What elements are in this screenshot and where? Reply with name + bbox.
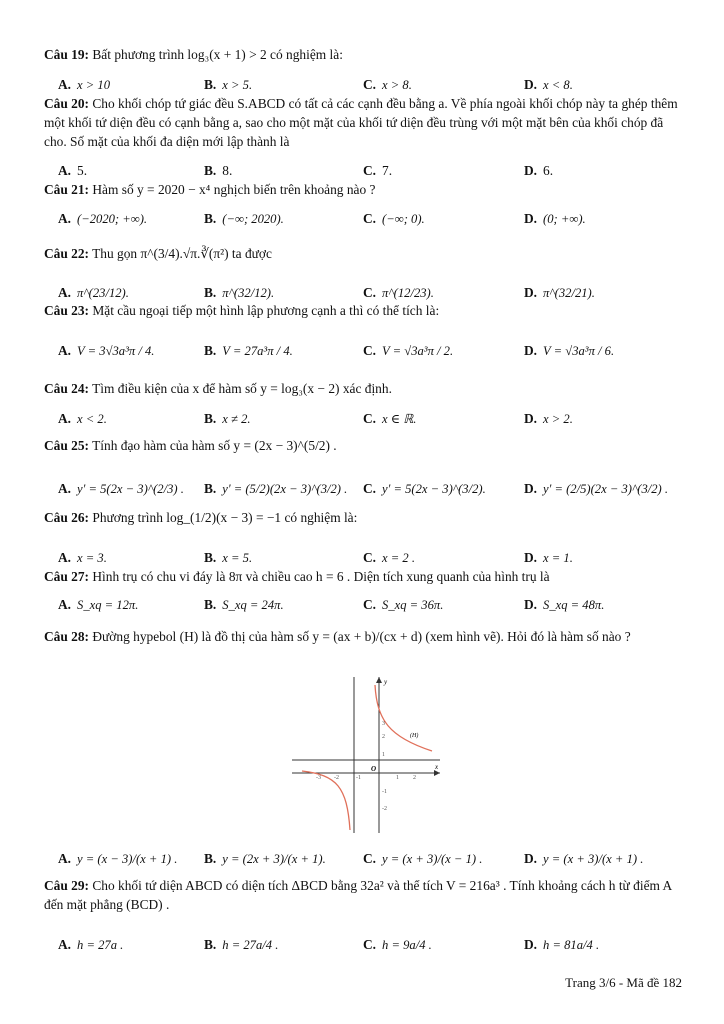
y-axis-arrow: [376, 677, 382, 683]
question-text: Hình trụ có chu vi đáy là 8π và chiều cao h = 6 . Diện tích xung quanh của hình trụ là: [92, 569, 550, 584]
question-21: [44, 180, 684, 199]
option-d[interactable]: D. x = 1.: [524, 550, 573, 565]
question-text: Cho khối tứ diện ABCD có diện tích ΔBCD bằng 32a² và thể tích V = 216a³ . Tính khoảng cách h từ điểm A đến mặt phẳng (BCD) .: [44, 878, 672, 912]
question-number: Câu 27:: [44, 569, 90, 584]
options-28: [58, 847, 688, 871]
x-tick-1: 1: [396, 775, 399, 781]
question-27: [44, 567, 684, 586]
options-21: [58, 207, 688, 231]
option-d[interactable]: D. S_xq = 48π.: [524, 597, 605, 612]
option-b[interactable]: B. V = 27a³π / 4.: [204, 343, 293, 358]
question-number: Câu 24:: [44, 381, 90, 396]
options-25: [58, 477, 688, 501]
option-a[interactable]: A. S_xq = 12π.: [58, 597, 139, 612]
option-b[interactable]: B. x > 5.: [204, 77, 253, 92]
option-b[interactable]: B. π^(32/12).: [204, 285, 275, 300]
option-a[interactable]: A. x < 2.: [58, 411, 107, 426]
option-b[interactable]: B. x ≠ 2.: [204, 411, 251, 426]
question-number: Câu 19:: [44, 47, 90, 62]
option-a[interactable]: A. (−2020; +∞).: [58, 211, 148, 226]
options-23: [58, 339, 688, 363]
option-b[interactable]: B. 8.: [204, 163, 233, 178]
x-tick-minus-3: -3: [316, 775, 321, 781]
option-b[interactable]: B. (−∞; 2020).: [204, 211, 284, 226]
question-19: [44, 45, 684, 64]
options-24: [58, 407, 688, 431]
option-d[interactable]: D. h = 81a/4 .: [524, 937, 600, 952]
y-tick-2: 2: [382, 734, 385, 740]
option-a[interactable]: A. 5.: [58, 163, 88, 178]
y-axis-label: y: [384, 678, 388, 686]
question-text: Cho khối chóp tứ giác đều S.ABCD có tất cả các cạnh đều bằng a. Về phía ngoài khối chóp này ta ghép thêm một khối tứ diện đều có cạnh bằng a, sao cho một mặt của khối tứ diện đều trùng với một mặt bên của khối chóp đã cho. Số mặt của khối đa diện mới lập thành là: [44, 96, 678, 149]
option-b[interactable]: B. h = 27a/4 .: [204, 937, 279, 952]
page-footer: Trang 3/6 - Mã đề 182: [565, 975, 682, 990]
option-a[interactable]: A. V = 3√3a³π / 4.: [58, 343, 155, 358]
hyperbola-graph: [292, 675, 442, 833]
option-c[interactable]: C. x > 8.: [363, 77, 412, 92]
curve-label: (H): [410, 733, 419, 739]
option-a[interactable]: A. x > 10: [58, 77, 111, 92]
question-29: [44, 876, 684, 914]
question-text: Hàm số y = 2020 − x⁴ nghịch biến trên khoảng nào ?: [92, 182, 376, 197]
question-text: Mặt cầu ngoại tiếp một hình lập phương cạnh a thì có thể tích là:: [92, 303, 440, 318]
question-text: Tính đạo hàm của hàm số y = (2x − 3)^(5/2) .: [92, 438, 337, 453]
question-number: Câu 22:: [44, 246, 90, 261]
question-20: [44, 94, 684, 151]
origin-label: O: [371, 765, 377, 773]
option-d[interactable]: D. y' = (2/5)(2x − 3)^(3/2) .: [524, 481, 669, 496]
options-27: [58, 593, 688, 617]
option-c[interactable]: C. x = 2 .: [363, 550, 416, 565]
option-c[interactable]: C. (−∞; 0).: [363, 211, 425, 226]
option-d[interactable]: D. x < 8.: [524, 77, 573, 92]
x-tick-minus-1: -1: [356, 775, 361, 781]
y-tick-minus-2: -2: [382, 806, 387, 812]
question-number: Câu 20:: [44, 96, 90, 111]
option-d[interactable]: D. π^(32/21).: [524, 285, 595, 300]
x-tick-2: 2: [413, 775, 416, 781]
question-26: [44, 508, 684, 527]
question-text: Đường hypebol (H) là đồ thị của hàm số y = (ax + b)/(cx + d) (xem hình vẽ). Hỏi đó là hàm số nào ?: [92, 629, 631, 644]
option-a[interactable]: A. h = 27a .: [58, 937, 124, 952]
option-b[interactable]: B. S_xq = 24π.: [204, 597, 284, 612]
option-d[interactable]: D. (0; +∞).: [524, 211, 586, 226]
curve-left-branch: [302, 771, 350, 830]
question-number: Câu 21:: [44, 182, 90, 197]
option-c[interactable]: C. x ∈ ℝ.: [363, 411, 417, 426]
question-number: Câu 25:: [44, 438, 90, 453]
option-b[interactable]: B. y' = (5/2)(2x − 3)^(3/2) .: [204, 481, 348, 496]
question-number: Câu 29:: [44, 878, 90, 893]
options-29: [58, 933, 688, 957]
option-c[interactable]: C. 7.: [363, 163, 393, 178]
option-c[interactable]: C. S_xq = 36π.: [363, 597, 444, 612]
option-d[interactable]: D. x > 2.: [524, 411, 573, 426]
option-c[interactable]: C. π^(12/23).: [363, 285, 434, 300]
curve-right-branch: [375, 685, 432, 751]
x-axis-label: x: [435, 763, 439, 771]
question-28: [44, 627, 684, 646]
option-a[interactable]: A. x = 3.: [58, 550, 107, 565]
option-c[interactable]: C. y' = 5(2x − 3)^(3/2).: [363, 481, 486, 496]
option-b[interactable]: B. x = 5.: [204, 550, 253, 565]
y-tick-1: 1: [382, 752, 385, 758]
option-a[interactable]: A. y' = 5(2x − 3)^(2/3) .: [58, 481, 184, 496]
question-text: Thu gọn π^(3/4).√π.∛(π²) ta được: [92, 246, 272, 261]
option-b[interactable]: B. y = (2x + 3)/(x + 1).: [204, 851, 326, 866]
option-d[interactable]: D. 6.: [524, 163, 554, 178]
option-c[interactable]: C. h = 9a/4 .: [363, 937, 432, 952]
question-22: [44, 244, 684, 263]
question-text: Phương trình log_(1/2)(x − 3) = −1 có nghiệm là:: [92, 510, 358, 525]
x-tick-minus-2: -2: [334, 775, 339, 781]
y-tick-minus-1: -1: [382, 789, 387, 795]
question-number: Câu 23:: [44, 303, 90, 318]
question-text: Tìm điều kiện của x để hàm số y = log₃(x − 2) xác định.: [92, 381, 392, 396]
y-tick-3: 3: [382, 721, 385, 727]
option-d[interactable]: D. V = √3a³π / 6.: [524, 343, 615, 358]
question-24: [44, 379, 684, 398]
option-a[interactable]: A. y = (x − 3)/(x + 1) .: [58, 851, 178, 866]
question-25: [44, 436, 684, 455]
option-c[interactable]: C. V = √3a³π / 2.: [363, 343, 454, 358]
option-d[interactable]: D. y = (x + 3)/(x + 1) .: [524, 851, 644, 866]
question-number: Câu 26:: [44, 510, 90, 525]
option-c[interactable]: C. y = (x + 3)/(x − 1) .: [363, 851, 483, 866]
question-text: Bất phương trình log₃(x + 1) > 2 có nghiệm là:: [92, 47, 343, 62]
question-23: [44, 301, 684, 320]
question-number: Câu 28:: [44, 629, 90, 644]
option-a[interactable]: A. π^(23/12).: [58, 285, 129, 300]
